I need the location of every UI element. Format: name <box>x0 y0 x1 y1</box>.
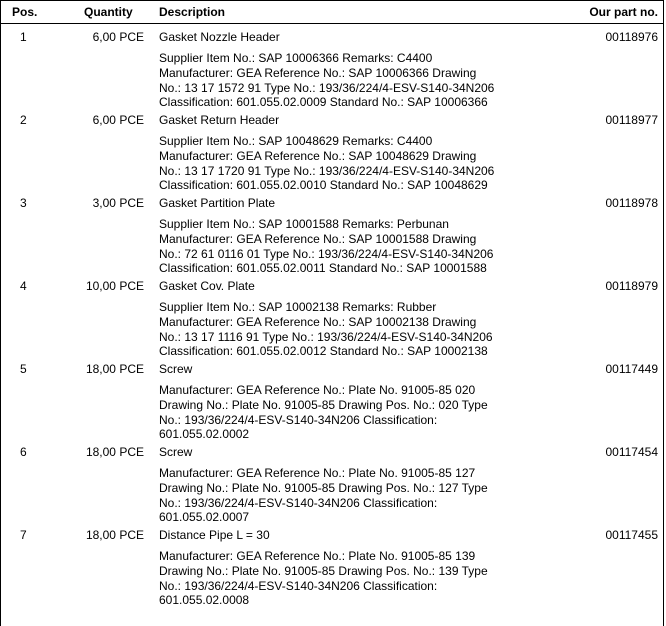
item-title: Gasket Nozzle Header <box>159 30 280 44</box>
item-quantity: 18,00 PCE <box>85 528 144 542</box>
header-pos: Pos. <box>12 5 38 19</box>
item-part-no: 00118978 <box>605 196 658 210</box>
detail-line: No.: 193/36/224/4-ESV-S140-34N206 Classification: <box>159 495 438 510</box>
detail-line: Drawing No.: Plate No. 91005-85 Drawing Pos. No.: 139 Type <box>159 563 488 578</box>
detail-line: 601.055.02.0002 <box>159 427 250 442</box>
detail-line: Classification: 601.055.02.0012 Standard No.: SAP 10002138 <box>159 344 488 359</box>
item-quantity: 3,00 PCE <box>92 196 144 210</box>
item-pos: 3 <box>20 196 27 210</box>
detail-line: Manufacturer: GEA Reference No.: Plate No. 91005-85 127 <box>159 466 476 480</box>
detail-line: No.: 13 17 1720 91 Type No.: 193/36/224/4-ESV-S140-34N206 <box>159 163 495 178</box>
detail-line: 601.055.02.0008 <box>159 593 250 608</box>
item-title: Screw <box>159 445 193 459</box>
item-pos: 5 <box>20 362 27 376</box>
item-part-no: 00117449 <box>605 362 658 376</box>
item-part-no: 00117454 <box>605 445 658 459</box>
detail-line: Manufacturer: GEA Reference No.: Plate No. 91005-85 139 <box>159 549 476 563</box>
item-pos: 1 <box>20 30 27 44</box>
detail-line: Supplier Item No.: SAP 10001588 Remarks: Perbunan <box>159 217 449 231</box>
detail-line: Manufacturer: GEA Reference No.: SAP 10048629 Drawing <box>159 148 477 163</box>
item-details <box>159 466 509 525</box>
table-row <box>0 113 664 196</box>
table-row <box>0 279 664 362</box>
detail-line: Classification: 601.055.02.0011 Standard No.: SAP 10001588 <box>159 261 487 276</box>
detail-line: Classification: 601.055.02.0009 Standard No.: SAP 10006366 <box>159 95 488 110</box>
header-part-no: Our part no. <box>589 5 658 19</box>
item-details <box>159 51 509 110</box>
detail-line: Manufacturer: GEA Reference No.: SAP 10006366 Drawing <box>159 65 477 80</box>
detail-line: Drawing No.: Plate No. 91005-85 Drawing Pos. No.: 127 Type <box>159 480 488 495</box>
header-quantity: Quantity <box>84 5 133 19</box>
detail-line: Classification: 601.055.02.0010 Standard No.: SAP 10048629 <box>159 178 488 193</box>
item-title: Gasket Partition Plate <box>159 196 276 210</box>
table-header <box>0 0 664 24</box>
item-details <box>159 549 509 608</box>
table-row <box>0 196 664 279</box>
detail-line: Supplier Item No.: SAP 10048629 Remarks: C4400 <box>159 134 433 148</box>
item-quantity: 10,00 PCE <box>85 279 144 293</box>
item-pos: 7 <box>20 528 27 542</box>
detail-line: Manufacturer: GEA Reference No.: SAP 10002138 Drawing <box>159 314 477 329</box>
item-quantity: 18,00 PCE <box>85 362 144 376</box>
item-details <box>159 134 509 193</box>
item-pos: 4 <box>20 279 27 293</box>
item-title: Screw <box>159 362 193 376</box>
table-row <box>0 30 664 113</box>
item-part-no: 00118976 <box>605 30 658 44</box>
item-details <box>159 300 509 359</box>
item-title: Gasket Cov. Plate <box>159 279 255 293</box>
header-description: Description <box>159 5 226 19</box>
item-pos: 2 <box>20 113 27 127</box>
detail-line: Manufacturer: GEA Reference No.: SAP 10001588 Drawing <box>159 231 477 246</box>
detail-line: Drawing No.: Plate No. 91005-85 Drawing Pos. No.: 020 Type <box>159 397 488 412</box>
table-row <box>0 528 664 611</box>
table-row <box>0 362 664 445</box>
item-list <box>0 30 664 611</box>
detail-line: No.: 193/36/224/4-ESV-S140-34N206 Classification: <box>159 578 438 593</box>
detail-line: No.: 193/36/224/4-ESV-S140-34N206 Classification: <box>159 412 438 427</box>
item-quantity: 6,00 PCE <box>92 113 144 127</box>
item-title: Distance Pipe L = 30 <box>159 528 270 542</box>
item-details <box>159 383 509 442</box>
item-quantity: 6,00 PCE <box>92 30 144 44</box>
item-part-no: 00118977 <box>605 113 658 127</box>
item-part-no: 00117455 <box>605 528 658 542</box>
item-quantity: 18,00 PCE <box>85 445 144 459</box>
detail-line: No.: 13 17 1572 91 Type No.: 193/36/224/4-ESV-S140-34N206 <box>159 80 495 95</box>
item-part-no: 00118979 <box>605 279 658 293</box>
item-details <box>159 217 509 276</box>
detail-line: 601.055.02.0007 <box>159 510 250 525</box>
table-row <box>0 445 664 528</box>
detail-line: Manufacturer: GEA Reference No.: Plate No. 91005-85 020 <box>159 383 476 397</box>
detail-line: No.: 13 17 1116 91 Type No.: 193/36/224/4-ESV-S140-34N206 <box>159 329 493 344</box>
detail-line: No.: 72 61 0116 01 Type No.: 193/36/224/4-ESV-S140-34N206 <box>159 246 494 261</box>
item-pos: 6 <box>20 445 27 459</box>
item-title: Gasket Return Header <box>159 113 280 127</box>
detail-line: Supplier Item No.: SAP 10002138 Remarks: Rubber <box>159 300 437 314</box>
detail-line: Supplier Item No.: SAP 10006366 Remarks: C4400 <box>159 51 433 65</box>
